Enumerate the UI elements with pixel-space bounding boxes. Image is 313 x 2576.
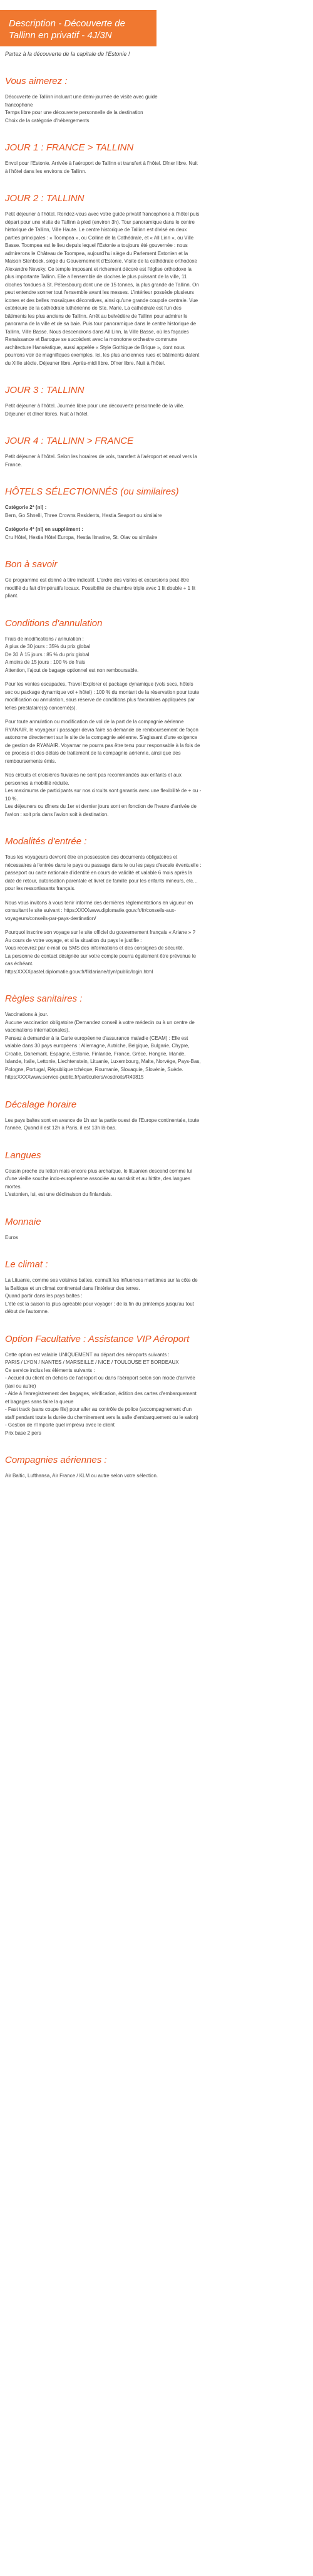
bon-savoir-text: Ce programme est donné à titre indicatif. L'ordre des visites et excursions peut être modifié du fait d'impératifs locaux. Possibilité de chambre triple avec 1 lit double + 1 lit pliant.: [5, 577, 196, 599]
page-title: Description - Découverte de Tallinn en privatif - 4J/3N: [9, 18, 125, 41]
section-title-modalites: Modalités d'entrée :: [5, 836, 87, 847]
section-title-annulation: Conditions d'annulation: [5, 617, 103, 629]
annulation-p2: Pour toute annulation ou modification de vol de la part de la compagnie aérienne RYANAIR, le voyageur / passager devra faire sa demande de remboursement de façon autonome directement sur le site de la compagnie aérienne. S'agissant d'une exigence de gestion de RYANAIR. Voyamar ne pourra pas être tenu pour responsable à la fois de ce process et des délais de traitement de la compagnie aérienne, ainsi que des remboursements émis.: [5, 719, 200, 764]
section-title-monnaie: Monnaie: [5, 1216, 41, 1227]
hotels-cat4: Catégorie 4* (nl) en supplément : Cru Hôtel, Hestia Hôtel Europa, Hestia Ilmarine, St. Olav ou similaire: [5, 526, 158, 540]
vous-aimerez-list: Découverte de Tallinn incluant une demi-journée de visite avec guide francophone Temps libre pour une découverte personnelle de la destination Choix de la catégorie d'hébergements: [5, 94, 158, 123]
section-title-jour1: JOUR 1 : FRANCE > TALLINN: [5, 142, 134, 153]
jour1-text: Envol pour l'Estonie. Arrivée à l'aéroport de Tallinn et transfert à l'hôtel. Dîner libre. Nuit à l'hôtel dans les environs de Tallinn.: [5, 160, 198, 174]
decalage-text: Les pays baltes sont en avance de 1h sur la partie ouest de l'Europe continentale, toute l'année. Quand il est 12h à Paris, il est 13h là-bas.: [5, 1117, 200, 1131]
modalites-p2: Nous vous invitons à vous tenir informé des dernières réglementations en vigueur en consultant le site suivant : https:XXXXwww.diplomatie.gouv.fr/fr/conseils-aux-voyageurs/conseils-par-pays-destination/: [5, 899, 193, 921]
hotels-cat2: Catégorie 2* (nl) : Bern, Go Shnelli, Three Crowns Residents, Hestia Seaport ou similaire: [5, 505, 162, 518]
compagnies-text: Air Baltic, Lufthansa, Air France / KLM ou autre selon votre sélection.: [5, 1473, 158, 1479]
annulation-fees: Frais de modifications / annulation : A plus de 30 jours : 35% du prix global De 30 À 15 jours : 85 % du prix global A moins de 15 jours : 100 % de frais Attention, l'ajout de bagage optionnel est non remboursable.: [5, 636, 139, 673]
annulation-p1: Pour les ventes escapades, Travel Explorer et package dynamique (vols secs, hôtels sec ou package dynamique vol + hôtel) : 100 % du montant de la réservation pour toute modification ou annulation, sous réserve de conditions plus favorables appliquées par le/les prestataire(s) concerné(s).: [5, 681, 200, 711]
page-title-banner: [0, 10, 156, 46]
section-title-compagnies: Compagnies aériennes :: [5, 1455, 107, 1465]
climat-text: La Lituanie, comme ses voisines baltes, connaît les influences maritimes sur la côte de la Baltique et un climat continental dans l'intérieur des terres. Quand partir dans les pays baltes : L'été est la saison la plus agréable pour voyager : de la fin du printemps jusqu'au tout début de l'automne.: [5, 1277, 198, 1314]
page: [0, 10, 313, 1512]
option-text: Cette option est valable UNIQUEMENT au départ des aéroports suivants : PARIS / LYON / NANTES / MARSEILLE / NICE / TOULOUSE ET BORDEAUX Ce service inclus les éléments suivants : - Accueil du client en dehors de l'aéroport ou dans l'aéroport selon son mode d'arrivée (taxi ou autre) - Aide à l'enregistrement des bagages, vérification, édition des cartes d'embarquement et bagages sans faire la queue - Fast track (sans coupe file) pour aller au contrôle de police (accompagnement d'un staff pendant toute la durée du cheminement vers la salle d'embarquement ou le salon) - Gestion de n'importe quel imprévu avec le client Prix base 2 pers: [5, 1351, 198, 1436]
section-title-langues: Langues: [5, 1149, 41, 1161]
langues-text: Cousin proche du letton mais encore plus archaïque, le lituanien descend comme lui d'une vieille souche indo-européenne associée au sanskrit et au hittite, des langues mortes. L'estonien, lui, est une déclinaison du finlandais.: [5, 1168, 192, 1197]
section-title-jour4: JOUR 4 : TALLINN > FRANCE: [5, 436, 134, 446]
section-title-option: Option Facultative : Assistance VIP Aéroport: [5, 1333, 190, 1344]
section-title-sanitaires: Règles sanitaires :: [5, 993, 83, 1004]
monnaie-text: Euros: [5, 1234, 18, 1240]
intro-text: Partez à la découverte de la capitale de l'Estonie !: [5, 51, 130, 57]
content: [0, 76, 207, 1480]
modalites-p3: Pourquoi inscrire son voyage sur le site officiel du gouvernement français « Ariane » ? Au cours de votre voyage, et si la situation du pays le justifie : Vous recevrez par e-mail ou SMS des informations et des consignes de sécurité. La personne de contact désignée sur votre compte pourra également être prévenue le cas échéant. https:XXXXpastel.diplomatie.gouv.fr/fildariane/dyn/public/login.html: [5, 929, 197, 975]
section-title-climat: Le climat :: [5, 1259, 48, 1270]
section-title-vous-aimerez: Vous aimerez :: [5, 76, 68, 86]
modalites-p1: Tous les voyageurs devront être en possession des documents obligatoires et nécessaires à l'entrée dans le pays ou passage dans le ou les pays d'escale éventuelle : passeport ou carte nationale d'identité en cours de validité et valable 6 mois après la date de retour, autorisation parentale et livret de famille pour les enfants mineurs, etc…pour les ressortissants français.: [5, 854, 202, 891]
jour4-text: Petit déjeuner à l'hôtel. Selon les horaires de vols, transfert à l'aéroport et envol vers la France.: [5, 454, 197, 468]
jour2-text: Petit déjeuner à l'hôtel. Rendez-vous avec votre guide privatif francophone à l'hôtel puis départ pour une visite de Tallinn à pied (environ 3h). Tour panoramique dans le centre historique de Tallinn, Ville Haute. Le centre historique de Tallinn est divisé en deux parties principales : « Toompea », ou Colline de la Cathédrale, et « All Linn », ou Ville Basse. Toompea est le lieu depuis lequel l'Estonie a toujours été gouvernée : nous admirerons le Château de Toompea, aujourd'hui siège du Parlement Estonien et la Maison Stenbock, siège du Gouvernement d'Estonie. Visite de la cathédrale orthodoxe Alexandre Nevsky. Ce temple imposant et richement décoré est l'église orthodoxe la plus importante Tallinn. Elle a l'ensemble de cloches le plus puissant de la ville, 11 cloches fondues à St. Pétersbourg dont une de 15 tonnes, la plus grande de Tallinn. On peut entendre sonner tout l'ensemble avant les messes. L'intérieur possède plusieurs icones et des belles mosaïques décoratives, ainsi qu'une grande coupole centrale. Vue extérieure de la cathédrale luthérienne de Ste. Marie. La cathédrale est l'un des bâtiments les plus anciens de Tallinn. Arrêt au belvédère de Tallinn pour admirer le panorama de la ville et de sa baie. Puis tour panoramique dans le centre historique de Tallinn, Ville Basse. Nous descendrons dans All Linn, la Ville Basse, où les façades Renaissance et Baroque se succèdent avec la monotone orchestre commune architecture Hanséatique, aussi appelée « Style Gothique de Brique », dont nous pourrons voir de magnifiques exemples. Ici, les plus anciennes rues et bâtiments datent du XIIIe siècle. Déjeuner libre. Après-midi libre. Dîner libre. Nuit à l'hôtel.: [5, 211, 200, 366]
section-title-bon-savoir: Bon à savoir: [5, 559, 58, 570]
section-title-jour3: JOUR 3 : TALLINN: [5, 385, 85, 395]
jour3-text: Petit déjeuner à l'hôtel. Journée libre pour une découverte personnelle de la ville. Déjeuner et dîner libres. Nuit à l'hôtel.: [5, 403, 185, 417]
annulation-p3: Nos circuits et croisières fluviales ne sont pas recommandés aux enfants et aux personnes à mobilité réduite. Les maximums de participants sur nos circuits sont garantis avec une flexibilité de + ou - 10 %. Les déjeuners ou dîners du 1er et dernier jours sont en fonction de l'heure d'arrivée de l'avion : soit pris dans l'avion soit à destination.: [5, 772, 202, 817]
sanitaires-text: Vaccinations à jour. Aucune vaccination obligatoire (Demandez conseil à votre médecin ou à un centre de vaccinations internationales). Pensez à demander à la Carte européenne d'assurance maladie (CEAM) : Elle est valable dans 30 pays européens : Allemagne, Autriche, Belgique, Bulgarie, Chypre, Croatie, Danemark, Espagne, Estonie, Finlande, France, Grèce, Hongrie, Irlande, Islande, Italie, Lettonie, Liechtenstein, Lituanie, Luxembourg, Malte, Norvège, Pays-Bas, Pologne, Portugal, République tchèque, Roumanie, Slovaquie, Slovénie, Suède. https:XXXXwww.service-public.fr/particuliers/vosdroits/R49815: [5, 1012, 201, 1080]
section-title-hotels: HÔTELS SÉLECTIONNÉS (ou similaires): [5, 486, 179, 497]
section-title-jour2: JOUR 2 : TALLINN: [5, 193, 85, 204]
section-title-decalage: Décalage horaire: [5, 1099, 77, 1110]
